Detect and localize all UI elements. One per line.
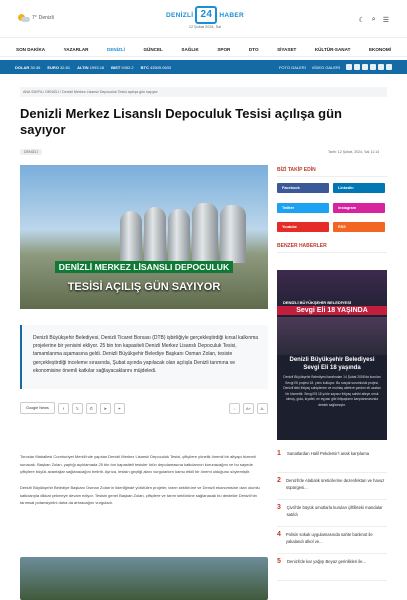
twitter-share-icon[interactable]: 𝕏 bbox=[72, 403, 83, 414]
list-item[interactable]: 5 Denizli'de kar yağışı Beyaz gerinlikleri ile... bbox=[277, 558, 387, 581]
rss-follow-button[interactable]: RSS bbox=[333, 222, 385, 232]
hero-caption-top: DENİZLİ MERKEZ LİSANSLI DEPOCULUK bbox=[55, 261, 233, 273]
related-title: BENZER HABERLER bbox=[277, 243, 327, 249]
ticker-altin: ALTIN 1993.18 bbox=[77, 64, 105, 70]
font-decrease-icon[interactable]: A- bbox=[257, 403, 268, 414]
search-icon[interactable]: ⌕ bbox=[371, 16, 376, 23]
nav-item-guncel[interactable]: GÜNCEL bbox=[143, 47, 163, 52]
hero-caption-bottom: TESİSİ AÇILIŞ GÜN SAYIYOR bbox=[67, 281, 221, 293]
nav-item-son-dakika[interactable]: SON DAKİKA bbox=[16, 47, 46, 52]
hero-image bbox=[20, 165, 268, 309]
link-share-icon[interactable]: ⚭ bbox=[114, 403, 125, 414]
market-ticker bbox=[0, 60, 407, 74]
article-date: Tarih: 12 Şubat, 2024, Sal 11:14 bbox=[328, 150, 380, 154]
list-item[interactable]: 2 Denizli'de Alabalık üreticilerine dezenfektan ve havuz süpürgesi... bbox=[277, 477, 387, 500]
weather-temp: 7° bbox=[32, 15, 37, 21]
breadcrumb-current: Denizli Merkez Lisanslı Depoculuk Tesisi açılışa gün sayıyor bbox=[62, 90, 158, 94]
site-header bbox=[0, 0, 407, 38]
promo-title: Denizli Büyükşehir Belediyesi Sevgi Eli 18 yaşında bbox=[289, 357, 375, 371]
nav-item-spor[interactable]: SPOR bbox=[217, 47, 231, 52]
article-title: Denizli Merkez Lisanslı Depoculuk Tesisi açılışa gün sayıyor bbox=[20, 106, 342, 137]
facebook-share-icon[interactable]: f bbox=[58, 403, 69, 414]
menu-icon[interactable]: ☰ bbox=[382, 17, 389, 24]
nav-item-yazarlar[interactable]: YAZARLAR bbox=[63, 47, 89, 52]
article-meta bbox=[20, 149, 387, 157]
whatsapp-share-icon[interactable]: ✆ bbox=[86, 403, 97, 414]
related-promo-card[interactable] bbox=[277, 270, 387, 440]
breadcrumb-home[interactable]: ANA SAYFA bbox=[23, 90, 43, 94]
facebook-follow-button[interactable]: Facebook bbox=[277, 183, 329, 193]
google-news-button[interactable]: Google News bbox=[20, 402, 55, 414]
nav-item-ekonomi[interactable]: EKONOMİ bbox=[368, 47, 391, 52]
video-gallery-link[interactable]: VİDEO GALERİ bbox=[311, 64, 340, 70]
list-item[interactable]: 3 Çivril'de büyük umutlarla kurulan çiftlikteki mandalar satıldı bbox=[277, 504, 387, 527]
promo-photo bbox=[277, 317, 387, 355]
article-paragraph-2: Denizli Büyükşehir Belediye Başkanı Osman Zolan'ın liderliğinde yürütülen projeler, tarım sektörüne ve Denizli ekonomisine olan olumlu katkılarıyla dikkat çekmeye devam ediyor. Tesisin genel Başkan Zolan, çiftçilere ve tarım sektörüne sağlanacak bu destekle Denizli'nin tarımsal potansiyelini daha da artıracağını vurguladı. bbox=[20, 485, 260, 506]
logo-right: HABER bbox=[219, 11, 244, 19]
breadcrumb: ANA SAYFA / DENİZLİ / Denizli Merkez Lisanslı Depoculuk Tesisi açılışa gün sayıyor bbox=[20, 87, 387, 97]
instagram-follow-button[interactable]: instagram bbox=[333, 203, 385, 213]
follow-title: BİZİ TAKİP EDİN bbox=[277, 167, 316, 173]
youtube-follow-button[interactable]: Youtube bbox=[277, 222, 329, 232]
header-social-icons[interactable] bbox=[346, 64, 392, 70]
share-bar bbox=[20, 400, 268, 416]
nav-item-kultur-sanat[interactable]: KÜLTÜR-SANAT bbox=[314, 47, 351, 52]
article-summary: Denizli Büyükşehir Belediyesi, Denizli Ticaret Borsası (DTB) işbirliğiyle gerçekleştirdiği kırsal kalkınma projelerine bir yenisini ekliyor. 25 bin ton kapasiteli Denizli Merkez Lisanslı Depoculuk Tesisi, tamamlanma aşamasına geldi. Denizli Büyükşehir Belediye Başkanı Osman Zolan, tesiste gerçekleştirdiği inceleme sırasında, Şubat ayında yapılacak olan açılışla Denizli tarımına ve ekonomisine önemli katkılar sağlayacaklarını müjdeledi. bbox=[20, 325, 268, 389]
list-item[interactable]: 4 Polisin sokak uygulamasında sahte banknot ile yakalandı alkol ve... bbox=[277, 531, 387, 554]
photo-gallery-link[interactable]: FOTO GALERİ bbox=[278, 64, 306, 70]
logo-box: 24 bbox=[195, 6, 217, 24]
ticker-btc: BTC 43509.0633 bbox=[140, 64, 172, 70]
related-news-list bbox=[277, 450, 387, 585]
article-image-2 bbox=[20, 557, 268, 600]
ticker-bist: BIST 9452.2 bbox=[111, 64, 134, 70]
nav-item-siyaset[interactable]: SİYASET bbox=[277, 47, 297, 52]
promo-badge: DENİZLİ BÜYÜKŞEHİR BELEDİYESİ bbox=[283, 300, 352, 305]
dark-mode-icon[interactable]: ☾ bbox=[358, 17, 365, 24]
article-paragraph-1: Toroslar Mahallesi Cumhuriyet Merkli'nde yapılan Denizli Merkez Lisanslı Depoculuk Tesisi, çiftçilere yönelik önemli bir altyapı hizmeti sunacak. Başkan Zolan, yaptığı açıklamada 25 bin ton kapasiteli tesisler ürün depolamasına katkılarının korunacağını ve bu sayede çiftçilere büyük avantajlar sağlanacağını belirtti. Ayrıca, tesisin geçtiği alanı vurgularken kamu etkili bir önemi olduğunu söylemiştir. bbox=[20, 454, 256, 475]
weather-icon bbox=[18, 14, 30, 22]
logo-left: DENİZLİ bbox=[165, 11, 194, 19]
list-item[interactable]: 1 Sanatlardan Halil Pekdemir'i anak karşılama bbox=[277, 450, 387, 473]
telegram-share-icon[interactable]: ➤ bbox=[100, 403, 111, 414]
font-increase-icon[interactable]: A+ bbox=[243, 403, 254, 414]
ticker-dolar: DOLAR 30.36 bbox=[15, 64, 41, 70]
promo-band: Sevgi Eli 18 YAŞINDA bbox=[277, 306, 387, 315]
header-date: 12 Şubat 2024, Sal bbox=[188, 25, 222, 29]
linkedin-follow-button[interactable]: LinkedIn bbox=[333, 183, 385, 193]
main-nav bbox=[0, 43, 407, 57]
breadcrumb-category[interactable]: DENİZLİ bbox=[45, 90, 60, 94]
comment-icon[interactable]: ◌ bbox=[229, 403, 240, 414]
ticker-euro: EURO 32.81 bbox=[47, 64, 71, 70]
twitter-follow-button[interactable]: Twitter bbox=[277, 203, 329, 213]
weather-widget[interactable] bbox=[18, 14, 54, 22]
nav-item-dto[interactable]: DTO bbox=[248, 47, 259, 52]
promo-text: Denizli Büyükşehir Belediyesi tarafından 14 Şubat 2006'da kurulan Sevgi Eli projesi 18. yılını kutluyor. Bu sosyal sorumluluk projesi, Denizli'deki ihtiyaç sahiplerine ve muhtaç ailelere yardım eli uzatan bir hizmettir. Sevgi Eli 18 yıldır sayısız ihtiyaç sahibi aileye umut olmuş, gıda, kıyafet, ev eşyası gibi ihtiyaçların karşılanmasında destek sağlamıştır. bbox=[283, 375, 381, 407]
nav-item-saglik[interactable]: SAĞLIK bbox=[181, 47, 199, 52]
category-badge[interactable]: DENİZLİ bbox=[20, 149, 42, 155]
nav-item-denizli[interactable]: DENİZLİ bbox=[107, 47, 125, 52]
weather-city: Denizli bbox=[38, 15, 54, 21]
site-logo[interactable] bbox=[160, 6, 250, 32]
